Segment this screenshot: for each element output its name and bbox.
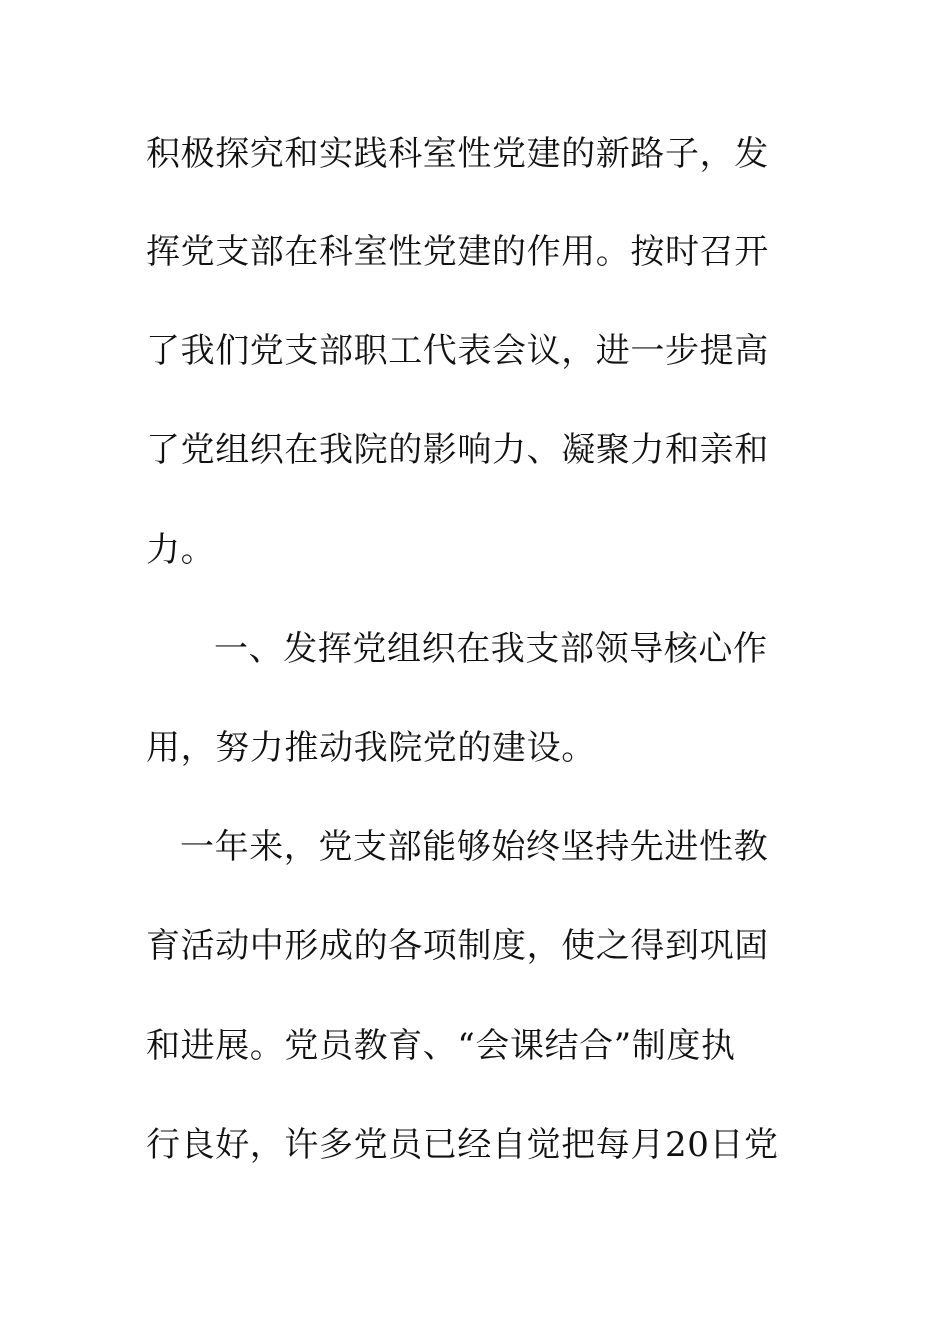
paragraph-line: 了我们党支部职工代表会议，进一步提高 <box>146 331 769 371</box>
section-heading-line: 用，努力推动我院党的建设。 <box>146 728 596 768</box>
paragraph-line: 行良好，许多党员已经自觉把每月20日党 <box>146 1125 779 1165</box>
paragraph-line: 一年来，党支部能够始终坚持先进性教 <box>180 827 769 867</box>
paragraph-line: 挥党支部在科室性党建的作用。按时召开 <box>146 232 769 272</box>
paragraph-line: 育活动中形成的各项制度，使之得到巩固 <box>146 926 769 966</box>
section-heading-line: 一、发挥党组织在我支部领导核心作 <box>214 629 768 669</box>
paragraph-line: 力。 <box>146 530 216 570</box>
paragraph-line: 积极探究和实践科室性党建的新路子，发 <box>146 134 769 174</box>
paragraph-line: 了党组织在我院的影响力、凝聚力和亲和 <box>146 430 769 470</box>
paragraph-line: 和进展。党员教育、“会课结合”制度执 <box>146 1026 736 1066</box>
